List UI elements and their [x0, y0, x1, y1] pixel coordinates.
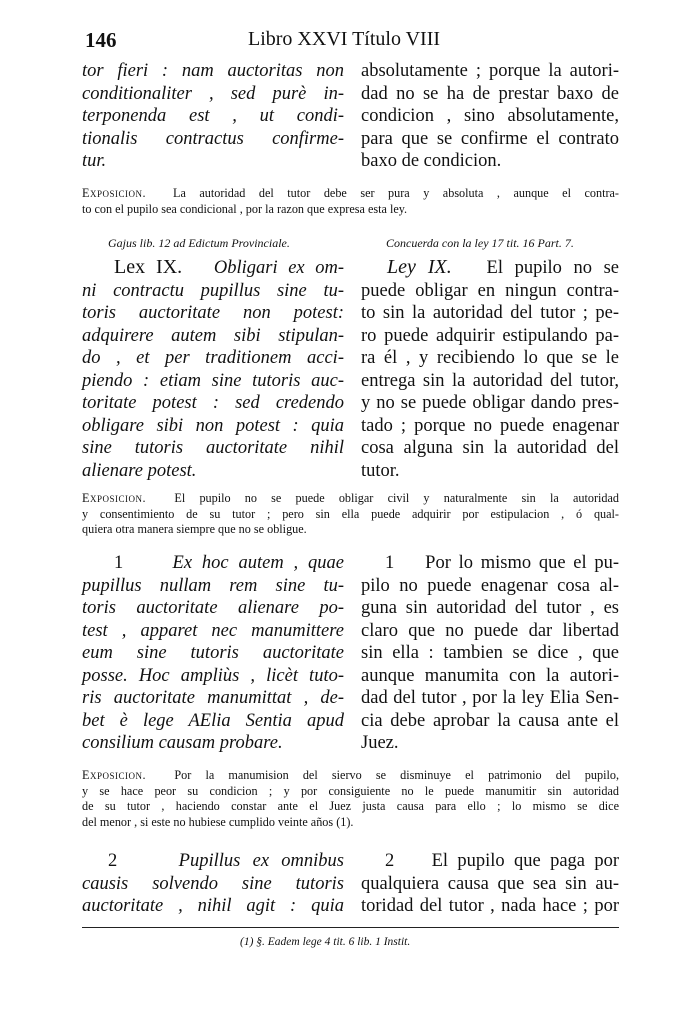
- latin-line: Pupillus ex omnibus: [178, 851, 345, 871]
- footnote-rule: [82, 927, 619, 928]
- latin-line: toris auctoritate alienare po-: [82, 598, 344, 618]
- latin-column-law9: [82, 256, 344, 482]
- spanish-line: entrega sin la autoridad del tutor,: [361, 370, 619, 391]
- latin-line: Obligari ex om-: [213, 258, 344, 278]
- exposicion-text: y consentimiento de su tutor ; pero sin ella puede adquirir por estipulacion , ó qual-: [82, 506, 619, 521]
- spanish-line: cosa alguna sin la autoridad del: [361, 438, 619, 458]
- exposicion-label: Exposicion.: [82, 768, 146, 782]
- spanish-line: El pupilo que paga por: [431, 851, 620, 871]
- exposicion-3: [82, 768, 619, 830]
- spanish-line: baxo de condicion.: [361, 151, 502, 171]
- paragraph-number: 1: [385, 553, 395, 573]
- spanish-column-law9: [361, 256, 619, 482]
- exposicion-label: Exposicion.: [82, 491, 146, 505]
- exposicion-text: El pupilo no se puede obligar civil y naturalmente sin la autoridad: [174, 491, 619, 505]
- latin-line: eum sine tutoris auctoritate: [82, 643, 344, 663]
- latin-line: tur.: [82, 151, 107, 171]
- spanish-line: toridad del tutor , nada hace ; por: [361, 896, 619, 916]
- spanish-column-para1: [361, 552, 619, 755]
- spanish-line: y no se puede obligar dando pres-: [361, 393, 619, 413]
- exposicion-text: La autoridad del tutor debe ser pura y absoluta , aunque el contra-: [173, 186, 619, 200]
- latin-line: tor fieri : nam auctoritas non: [82, 61, 344, 81]
- latin-line: tionalis contractus confirme-: [82, 128, 344, 149]
- spanish-line: qualquiera causa que sea sin au-: [361, 873, 619, 894]
- spanish-line: absolutamente ; porque la autori-: [361, 61, 619, 81]
- paragraph-number: 1: [114, 553, 124, 573]
- latin-line: pupillus nullam rem sine tu-: [82, 575, 344, 596]
- spanish-line: claro que no puede dar libertad: [361, 620, 619, 641]
- latin-line: posse. Hoc ampliùs , licèt tuto-: [82, 665, 344, 686]
- paragraph-number: 2: [108, 851, 118, 871]
- running-title: Libro XXVI Título VIII: [248, 28, 441, 50]
- latin-line: adquirere autem sibi stipulan-: [82, 325, 344, 346]
- latin-line: toris auctoritate non potest:: [82, 303, 344, 323]
- spanish-column-para2: [361, 850, 619, 918]
- latin-line: do , et per traditionem acci-: [82, 348, 344, 368]
- latin-line: toritate potest : sed credendo: [82, 393, 344, 413]
- latin-column-para1: [82, 552, 344, 755]
- latin-line: causis solvendo sine tutoris: [82, 873, 344, 894]
- spanish-line: Por lo mismo que el pu-: [425, 553, 619, 573]
- spanish-line: Juez.: [361, 733, 399, 753]
- exposicion-text: Por la manumision del siervo se disminuye el patrimonio del pupilo,: [174, 768, 619, 782]
- law-label-spanish: Ley IX.: [387, 256, 452, 278]
- spanish-line: tutor.: [361, 460, 400, 481]
- spanish-line: dad del tutor , por la ley Elia Sen-: [361, 688, 619, 708]
- latin-line: terponenda est , ut condi-: [82, 106, 344, 126]
- latin-line: Ex hoc autem , quae: [172, 553, 344, 573]
- spanish-column-block1: [361, 60, 619, 173]
- exposicion-2: [82, 491, 619, 538]
- latin-line: piendo : etiam sine tutoris auc-: [82, 370, 344, 391]
- spanish-line: dad no se ha de prestar baxo de: [361, 83, 619, 104]
- spanish-line: tado ; porque no puede enagenar: [361, 415, 619, 436]
- spanish-line: El pupilo no se: [486, 258, 619, 278]
- spanish-line: guna sin autoridad del tutor , es: [361, 598, 619, 618]
- spanish-line: ra él , y recibiendo lo que se le: [361, 348, 619, 368]
- exposicion-text: y se hace peor su condicion ; y por consiguiente no le puede manumitir sin autoridad: [82, 783, 619, 798]
- paragraph-number: 2: [385, 851, 395, 871]
- spanish-line: sin ella : tambien se dice , que: [361, 643, 619, 663]
- law-label-latin: Lex IX.: [114, 256, 183, 278]
- spanish-line: pilo no puede enagenar cosa al-: [361, 575, 619, 596]
- spanish-line: puede obligar en ningun contra-: [361, 280, 619, 301]
- source-citation-latin: Gajus lib. 12 ad Edictum Provinciale.: [108, 236, 290, 250]
- footnote: (1) §. Eadem lege 4 tit. 6 lib. 1 Instit.: [240, 936, 411, 948]
- exposicion-1: [82, 186, 619, 217]
- spanish-line: aunque manumita con la autori-: [361, 665, 619, 686]
- latin-line: obligare sibi non potest : quia: [82, 415, 344, 436]
- page-number: 146: [85, 28, 117, 52]
- spanish-line: condicion , sino absolutamente,: [361, 106, 619, 126]
- spanish-line: cia debe aprobar la causa ante el: [361, 710, 619, 731]
- latin-line: test , apparet nec manumittere: [82, 620, 344, 641]
- exposicion-text: de su tutor , haciendo constar ante el Juez justa causa para ello ; lo mismo se dice: [82, 799, 619, 813]
- latin-line: ni contractu pupillus sine tu-: [82, 280, 344, 301]
- exposicion-text: quiera otra manera siempre que no se obligue.: [82, 522, 307, 536]
- exposicion-text: del menor , si este no hubiese cumplido veinte años (1).: [82, 814, 354, 829]
- spanish-line: ro puede adquirir estipulando pa-: [361, 325, 619, 346]
- latin-line: conditionaliter , sed purè in-: [82, 83, 344, 104]
- exposicion-text: to con el pupilo sea condicional , por la razon que expresa esta ley.: [82, 201, 408, 216]
- latin-line: consilium causam probare.: [82, 733, 283, 753]
- latin-line: sine tutoris auctoritate nihil: [82, 438, 344, 458]
- latin-line: bet è lege AElia Sentia apud: [82, 710, 344, 731]
- spanish-line: para que se confirme el contrato: [361, 128, 619, 149]
- latin-column-block1: [82, 60, 344, 173]
- latin-column-para2: [82, 850, 344, 918]
- latin-line: alienare potest.: [82, 460, 197, 481]
- latin-line: ris auctoritate manumittat , de-: [82, 688, 344, 708]
- exposicion-label: Exposicion.: [82, 186, 146, 200]
- latin-line: auctoritate , nihil agit : quia: [82, 896, 344, 916]
- spanish-line: to sin la autoridad del tutor ; pe-: [361, 303, 619, 323]
- source-citation-spanish: Concuerda con la ley 17 tit. 16 Part. 7.: [386, 236, 574, 250]
